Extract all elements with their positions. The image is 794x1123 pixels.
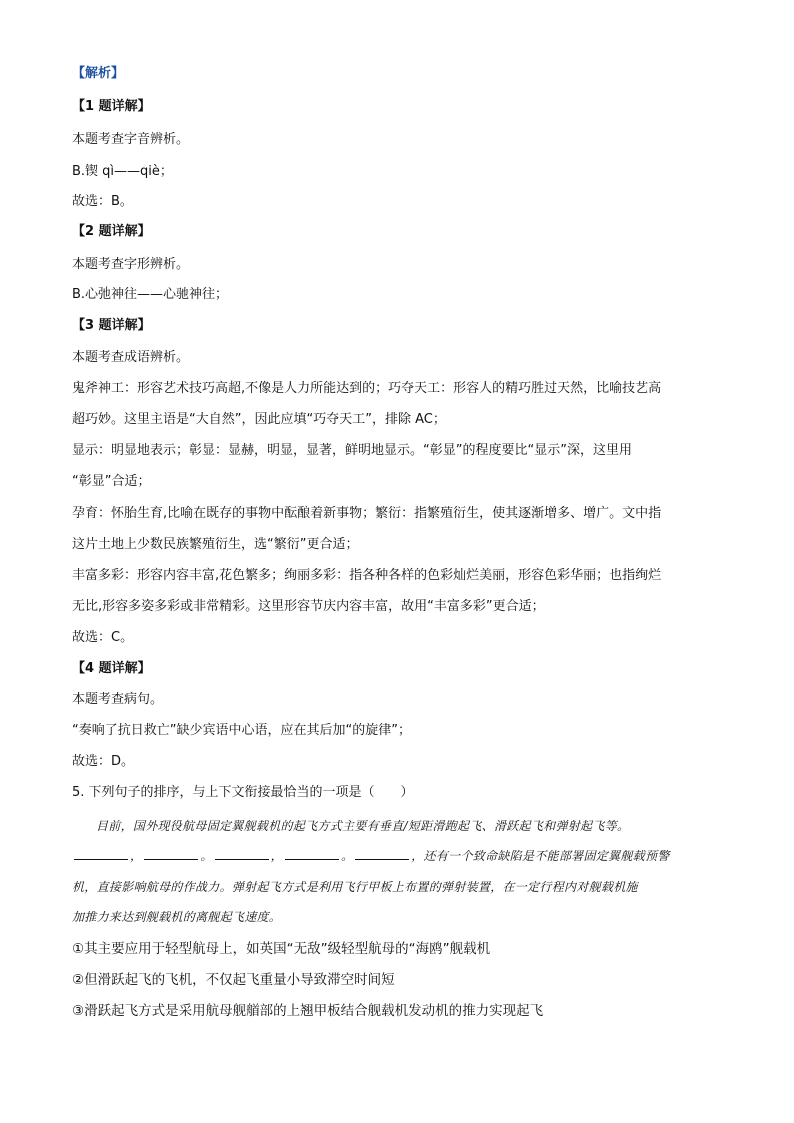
option-item: ③滑跃起飞方式是采用航母舰艏部的上翘甲板结合舰载机发动机的推力实现起飞: [72, 1003, 544, 1019]
q1-heading: 【1 题详解】: [72, 99, 151, 114]
answer-blank[interactable]: [285, 847, 339, 860]
blank-separator: ，: [130, 849, 143, 863]
q3-line: 鬼斧神工：形容艺术技巧高超,不像是人力所能达到的；巧夺天工：形容人的精巧胜过天然，比喻技艺高: [72, 381, 662, 396]
q2-line: B.心弛神往——心驰神往；: [72, 287, 229, 302]
q1-line: 本题考查字音辨析。: [72, 132, 190, 147]
answer-blank[interactable]: [355, 847, 409, 860]
question5-stem: 5. 下列句子的排序，与上下文衔接最恰当的一项是（ ）: [72, 785, 414, 800]
q1-line: 故选：B。: [72, 194, 133, 209]
q3-line: 显示：明显地表示；彰显：显赫，明显，显著，鲜明地显示。“彰显”的程度要比“显示”深，这里用: [72, 443, 632, 458]
blank-separator: ，: [270, 849, 283, 863]
analysis-heading: 【解析】: [72, 66, 125, 81]
q3-line: 这片土地上少数民族繁殖衍生，选“繁衍”更合适；: [72, 537, 359, 552]
answer-blank[interactable]: [215, 847, 269, 860]
answer-blank[interactable]: [144, 847, 198, 860]
q2-line: 本题考查字形辨析。: [72, 257, 190, 272]
q3-line: 本题考查成语辨析。: [72, 350, 190, 365]
blank-separator: 。: [340, 849, 354, 863]
q3-line: 超巧妙。这里主语是“大自然”，因此应填“巧夺天工”，排除 AC；: [72, 412, 446, 427]
q3-heading: 【3 题详解】: [72, 318, 151, 333]
q4-heading: 【4 题详解】: [72, 661, 151, 676]
blank-separator: 。: [200, 849, 213, 863]
q1-line: B.锲 qì——qiè；: [72, 164, 173, 179]
q4-line: 故选：D。: [72, 754, 135, 769]
q3-line: “彰显”合适；: [72, 474, 151, 489]
q3-line: 丰富多彩：形容内容丰富,花色繁多；绚丽多彩：指各种各样的色彩灿烂美丽，形容色彩华丽；也指绚烂: [72, 568, 662, 583]
q3-line: 故选：C。: [72, 630, 134, 645]
answer-blank[interactable]: [74, 847, 128, 860]
option-item: ②但滑跃起飞的飞机，不仅起飞重量小导致滞空时间短: [72, 972, 395, 988]
q2-heading: 【2 题详解】: [72, 224, 151, 239]
passage-line: 目前，国外现役航母固定翼舰载机的起飞方式主要有垂直/短距滑跑起飞、滑跃起飞和弹射起飞等。: [96, 819, 630, 833]
q4-line: “奏响了抗日救亡”缺少宾语中心语，应在其后加“的旋律”；: [72, 723, 411, 738]
passage-line-tail: ，还有一个致命缺陷是不能部署固定翼舰载预警: [411, 849, 670, 863]
q4-line: 本题考查病句。: [72, 692, 164, 707]
q3-line: 无比,形容多姿多彩或非常精彩。这里形容节庆内容丰富，故用“丰富多彩”更合适；: [72, 599, 545, 614]
passage-line: 机，直接影响航母的作战力。弹射起飞方式是利用飞行甲板上布置的弹射装置，在一定行程内对舰载机施: [72, 880, 638, 894]
passage-line-blanks: [72, 846, 722, 866]
passage-line: 加推力来达到舰载机的离舰起飞速度。: [72, 910, 282, 924]
q3-line: 孕育：怀胎生育,比喻在既存的事物中酝酿着新事物；繁衍：指繁殖衍生，使其逐渐增多、增广。文中指: [72, 506, 662, 521]
option-item: ①其主要应用于轻型航母上，如英国“无敌”级轻型航母的“海鸥”舰载机: [72, 941, 491, 957]
